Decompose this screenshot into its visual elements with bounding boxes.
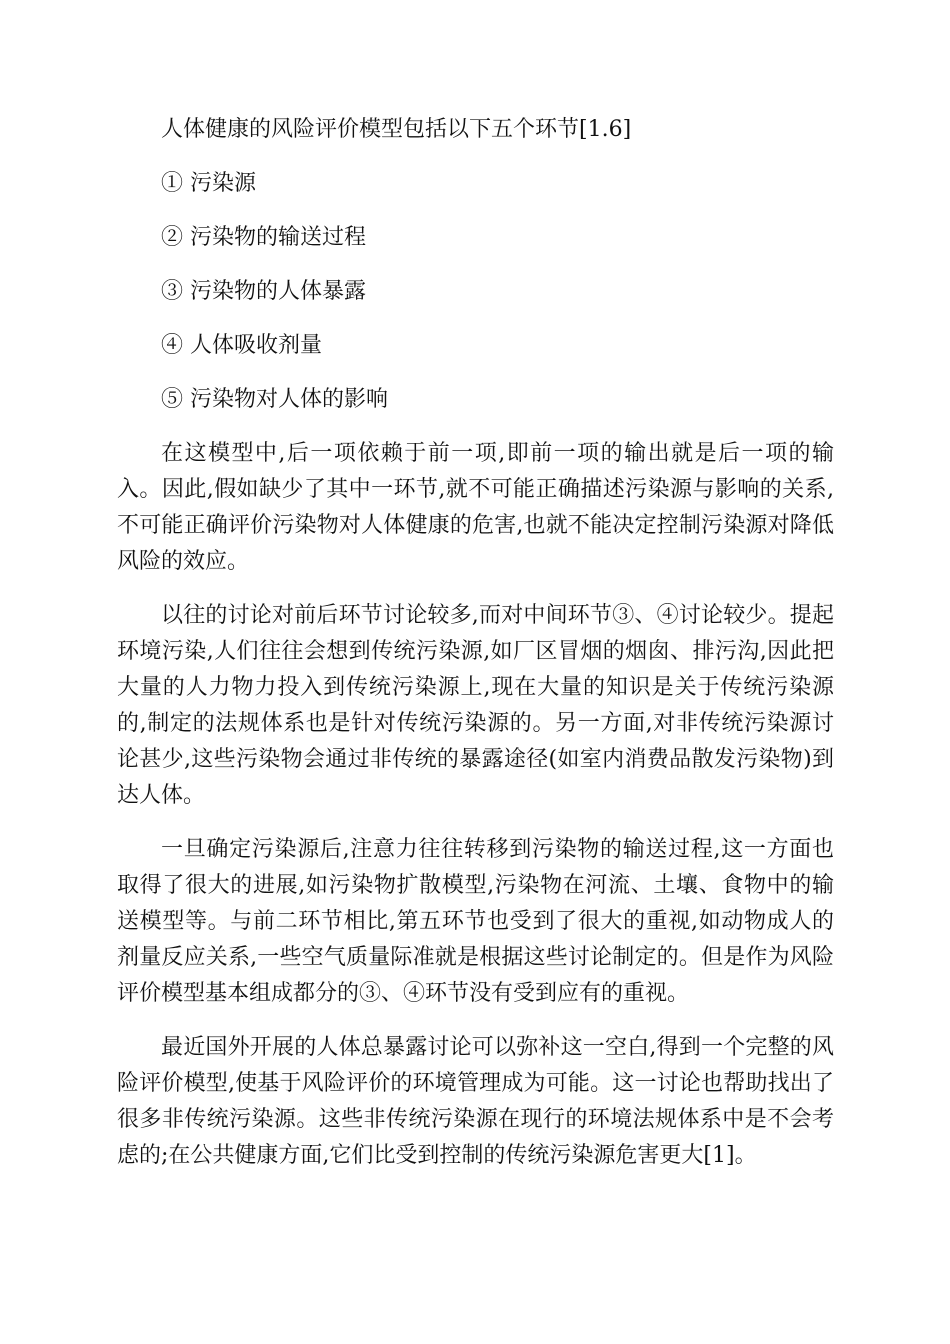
list-item: ① 污染源 <box>161 171 256 196</box>
intro-line: 人体健康的风险评价模型包括以下五个环节[1.6] <box>161 117 632 142</box>
list-item: ⑤ 污染物对人体的影响 <box>161 387 388 412</box>
paragraph: 最近国外开展的人体总暴露讨论可以弥补这一空白,得到一个完整的风险评价模型,使基于风险评价的环境管理成为可能。这一讨论也帮助找出了很多非传统污染源。这些非传统污染源在现行的环境法规体系中是不会考虑的;在公共健康方面,它们比受到控制的传统污染源危害更大[1]。 <box>117 1035 834 1168</box>
paragraph: 一旦确定污染源后,注意力往往转移到污染物的输送过程,这一方面也取得了很大的进展,如污染物扩散模型,污染物在河流、土壤、食物中的输送模型等。与前二环节相比,第五环节也受到了很大的重视,如动物成人的剂量反应关系,一些空气质量际准就是根据这些讨论制定的。但是作为风险评价模型基本组成都分的③、④环节没有受到应有的重视。 <box>117 837 834 1006</box>
list-item: ④ 人体吸收剂量 <box>161 333 322 358</box>
risk-model-list <box>117 166 834 418</box>
list-item: ② 污染物的输送过程 <box>161 225 366 250</box>
paragraph: 在这模型中,后一项依赖于前一项,即前一项的输出就是后一项的输入。因此,假如缺少了其中一环节,就不可能正确描述污染源与影响的关系,不可能正确评价污染物对人体健康的危害,也就不能决定控制污染源对降低风险的效应。 <box>117 441 834 574</box>
document-page <box>117 112 834 1192</box>
paragraph: 以往的讨论对前后环节讨论较多,而对中间环节③、④讨论较少。提起环境污染,人们往往会想到传统污染源,如厂区冒烟的烟囱、排污沟,因此把大量的人力物力投入到传统污染源上,现在大量的知识是关于传统污染源的,制定的法规体系也是针对传统污染源的。另一方面,对非传统污染源讨论甚少,这些污染物会通过非传统的暴露途径(如室内消费品散发污染物)到达人体。 <box>117 603 834 808</box>
list-item: ③ 污染物的人体暴露 <box>161 279 366 304</box>
